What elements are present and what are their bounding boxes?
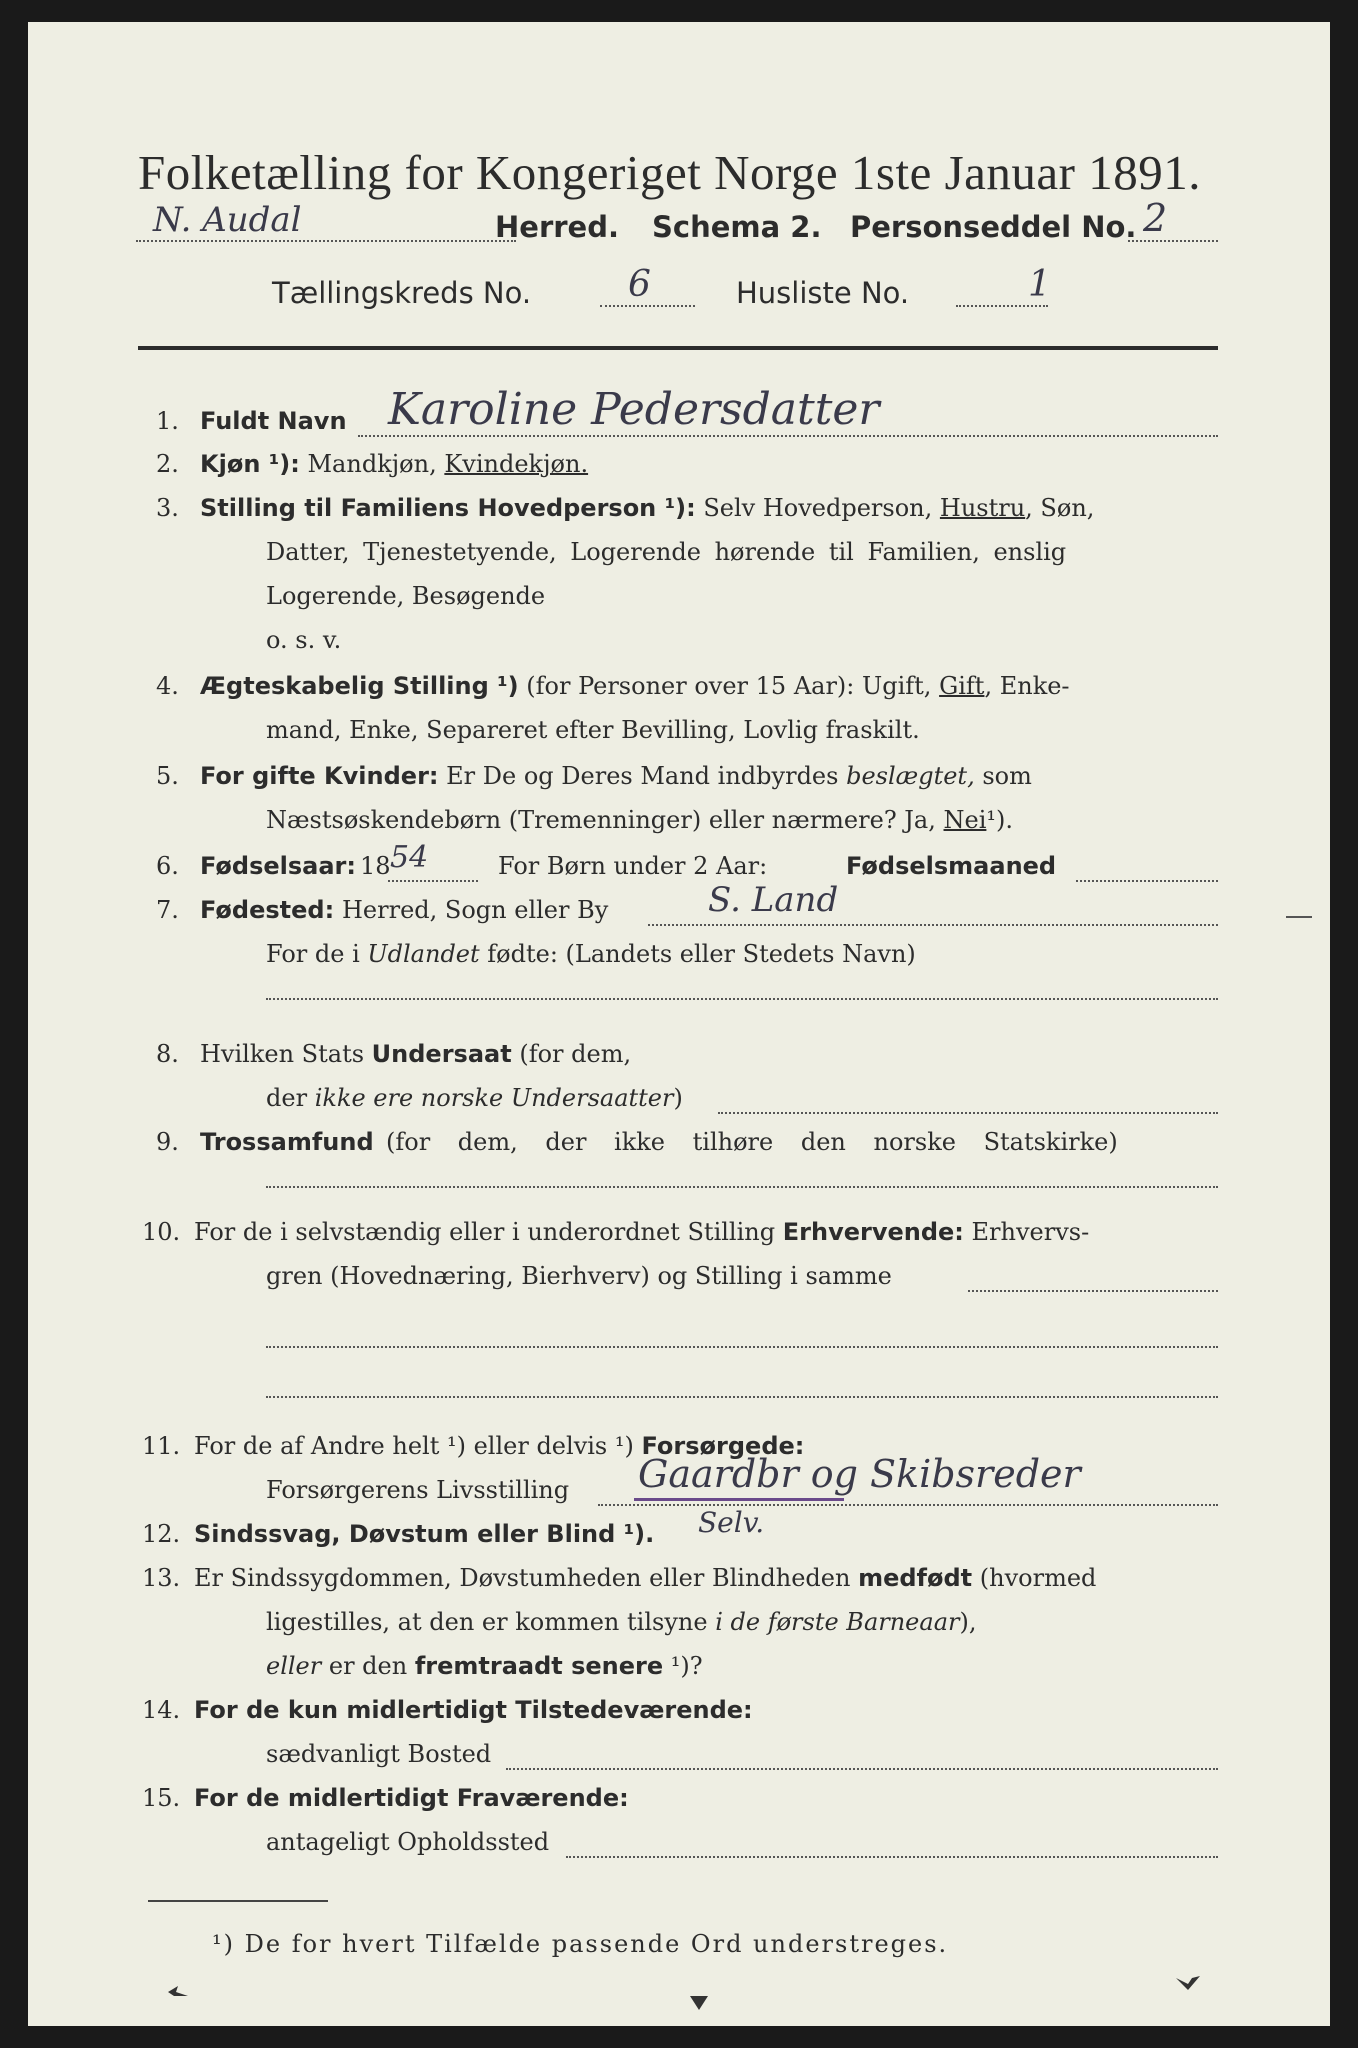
herred-line [136, 240, 516, 242]
personseddel-label: Personseddel No. [850, 210, 1137, 244]
q2-marked-option: Kvindekjøn. [444, 450, 589, 478]
personseddel-line [1128, 240, 1218, 242]
q13-line1-post: (hvormed [979, 1564, 1097, 1592]
q6-year-prefix: 18 [360, 852, 391, 880]
q1-value: Karoline Pedersdatter [388, 384, 880, 435]
q13-line2-pre: ligestilles, at den er kommen tilsyne [266, 1608, 708, 1636]
q4-marked-option: Gift [939, 672, 985, 700]
q13-line3-italic: eller [266, 1652, 322, 1680]
q4-label: Ægteskabelig Stilling ¹) [200, 672, 519, 700]
q5-label: For gifte Kvinder: [200, 762, 439, 790]
q5-line1-pre: Er De og Deres Mand indbyrdes [446, 762, 839, 790]
q9-line [266, 1186, 1218, 1188]
q8-number: 8. [156, 1040, 179, 1068]
q2-label: Kjøn ¹): [200, 450, 300, 478]
q5-line2-post: ¹). [986, 806, 1014, 834]
q11-line1-pre: For de af Andre helt ¹) eller delvis ¹) [194, 1432, 634, 1460]
q5-row2 [266, 806, 1013, 834]
q8-row2: der ikke ere norske Undersaatter) [266, 1084, 683, 1112]
q5-line1-post: som [982, 762, 1032, 790]
q8-line2-italic: ikke ere norske Undersaatter [314, 1084, 674, 1112]
q15-number: 15. [142, 1784, 181, 1812]
q1-number: 1. [156, 407, 179, 435]
corner-mark-right [1174, 1974, 1202, 1994]
q13-number: 13. [142, 1564, 181, 1592]
q3-marked-option: Hustru [939, 494, 1026, 522]
q8-label: Undersaat [371, 1040, 512, 1068]
taellingskreds-label: Tællingskreds No. [272, 276, 532, 310]
q4-line2: mand, Enke, Separeret efter Bevilling, Lovlig fraskilt. [266, 716, 920, 744]
q5-line1-italic: beslægtet, [846, 762, 975, 790]
q6-label: Fødselsaar: [200, 852, 356, 880]
q5-marked-option: Nei [943, 806, 987, 834]
taellingskreds-line [600, 305, 695, 307]
taellingskreds-value: 6 [628, 264, 651, 305]
husliste-label: Husliste No. [736, 276, 910, 310]
q2-number: 2. [156, 450, 179, 478]
q8-row1 [200, 1040, 631, 1068]
q15-label: For de midlertidigt Fraværende: [194, 1784, 629, 1812]
q6-label2: Fødselsmaaned [846, 852, 1057, 880]
q13-line2-post: ), [959, 1608, 977, 1636]
q3-number: 3. [156, 494, 179, 522]
q10-number: 10. [142, 1218, 181, 1246]
q7-number: 7. [156, 896, 179, 924]
personseddel-value: 2 [1143, 196, 1168, 240]
q12-value: Selv. [698, 1506, 765, 1539]
q14-line2: sædvanligt Bosted [266, 1740, 492, 1768]
q15-line2: antageligt Opholdssted [266, 1828, 550, 1856]
q8-line2-pre: der [266, 1084, 308, 1112]
q1-label: Fuldt Navn [200, 407, 347, 435]
q5-number: 5. [156, 762, 179, 790]
q4-number: 4. [156, 672, 179, 700]
q4-line1-post: , Enke- [984, 672, 1070, 700]
q6-number: 6. [156, 852, 179, 880]
herred-label: Herred. [495, 210, 619, 244]
q9-text: (for dem, der ikke tilhøre den norske Statskirke) [386, 1128, 1118, 1156]
q11-value: Gaardbr og Skibsreder [638, 1452, 1081, 1496]
q10-line-b [266, 1346, 1218, 1348]
herred-value: N. Audal [153, 200, 302, 240]
q13-line3-post: ¹)? [670, 1652, 703, 1680]
q10-line1-post: Erhvervs- [971, 1218, 1090, 1246]
q4-line1-pre: (for Personer over 15 Aar): Ugift, [526, 672, 932, 700]
q8-line1-post: (for dem, [519, 1040, 632, 1068]
q12-label: Sindssvag, Døvstum eller Blind ¹). [194, 1520, 655, 1548]
footnote-rule [148, 1900, 328, 1902]
q3-line1-post: , Søn, [1025, 494, 1095, 522]
q6-month-line [1076, 880, 1218, 882]
husliste-value: 1 [1028, 264, 1051, 305]
q8-line [718, 1112, 1218, 1114]
q3-line3: Logerende, Besøgende [266, 582, 546, 610]
q11-value-underline [634, 1498, 844, 1501]
q13-label2: fremtraadt senere [414, 1652, 664, 1680]
q7-line2-pre: For de i [266, 940, 360, 968]
schema-label: Schema 2. [652, 210, 822, 244]
q14-label: For de kun midlertidigt Tilstedeværende: [194, 1696, 753, 1724]
footnote: ¹) De for hvert Tilfælde passende Ord understreges. [212, 1930, 949, 1958]
q7-value: S. Land [708, 880, 839, 920]
q14-number: 14. [142, 1696, 181, 1724]
center-mark [688, 1994, 710, 2012]
q13-label: medfødt [858, 1564, 973, 1592]
q3-line4: o. s. v. [266, 626, 342, 654]
q9-label: Trossamfund [200, 1128, 374, 1156]
corner-mark-left [166, 1984, 190, 2000]
q10-label: Erhvervende: [782, 1218, 964, 1246]
q10-row1 [194, 1218, 1089, 1246]
q7-line2-italic: Udlandet [367, 940, 480, 968]
q14-line [506, 1768, 1218, 1770]
q10-line-c [266, 1396, 1218, 1398]
q11-line [598, 1504, 1218, 1506]
q2-options: Mandkjøn, [307, 450, 437, 478]
header-rule [138, 346, 1218, 350]
q13-row3 [266, 1652, 703, 1680]
q10-line1-pre: For de i selvstændig eller i underordnet Stilling [194, 1218, 776, 1246]
q10-line2: gren (Hovednæring, Bierhverv) og Stilling i samme [266, 1262, 892, 1290]
form-title: Folketælling for Kongeriget Norge 1ste Januar 1891. [138, 145, 1201, 200]
q6-year-line [388, 880, 478, 882]
q5-row1 [200, 762, 1032, 790]
q2-row [200, 450, 588, 478]
q4-row1 [200, 672, 1070, 700]
q13-line2-italic: i de første Barneaar [715, 1608, 960, 1636]
husliste-line [956, 305, 1048, 307]
q7-line [648, 924, 1218, 926]
q3-label: Stilling til Familiens Hovedperson ¹): [200, 494, 696, 522]
q1-line [358, 435, 1218, 437]
q3-row1 [200, 494, 1094, 522]
q13-row1 [194, 1564, 1096, 1592]
q11-line2: Forsørgerens Livsstilling [266, 1476, 570, 1504]
q11-number: 11. [142, 1432, 181, 1460]
q7-line2 [266, 998, 1218, 1000]
census-form [28, 22, 1330, 2026]
q7-line2-post: fødte: (Landets eller Stedets Navn) [487, 940, 916, 968]
q13-line1-pre: Er Sindssygdommen, Døvstumheden eller Blindheden [194, 1564, 851, 1592]
q8-line1-pre: Hvilken Stats [200, 1040, 365, 1068]
q6-text: For Børn under 2 Aar: [498, 852, 768, 880]
q3-line2: Datter, Tjenestetyende, Logerende hørende til Familien, enslig [266, 538, 1067, 566]
q13-row2 [266, 1608, 976, 1636]
margin-mark [1286, 916, 1312, 918]
q13-line3-mid: er den [328, 1652, 408, 1680]
q5-line2-pre: Næstsøskendebørn (Tremenninger) eller nærmere? Ja, [266, 806, 936, 834]
q7-text: Herred, Sogn eller By [342, 896, 609, 924]
q11-label: Forsørgede: [641, 1432, 805, 1460]
q12-number: 12. [142, 1520, 181, 1548]
q9-number: 9. [156, 1128, 179, 1156]
q3-line1-pre: Selv Hovedperson, [703, 494, 933, 522]
q6-year-value: 54 [390, 840, 429, 875]
q10-line-a [968, 1290, 1218, 1292]
q7-row2 [266, 940, 916, 968]
q15-line [566, 1856, 1218, 1858]
q7-label: Fødested: [200, 896, 335, 924]
